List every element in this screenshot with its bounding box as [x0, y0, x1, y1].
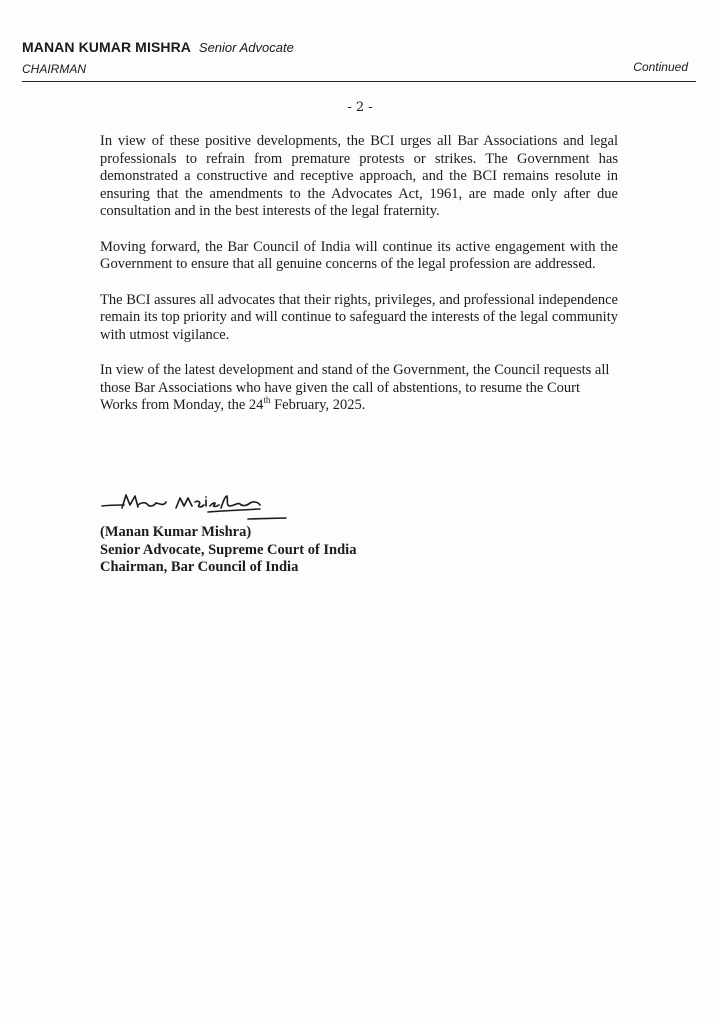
paragraph-4-text: In view of the latest development and stand of the Government, the Council requests all those Bar Associations who have given the call of abstentions, to resume the Court Works from Monday, the 24	[100, 362, 610, 413]
letterhead-name: MANAN KUMAR MISHRA	[22, 39, 192, 55]
letterhead	[22, 38, 690, 77]
paragraph-4-date: February, 2025.	[270, 397, 366, 413]
handwritten-signature	[100, 488, 300, 524]
paragraph-3: The BCI assures all advocates that their rights, privileges, and professional independence remain its top priority and will continue to safeguard the interests of the legal community with utmost vigilance.	[100, 291, 618, 343]
page-number: - 2 -	[347, 100, 373, 115]
paragraph-4	[100, 362, 618, 415]
signatory-designation-2: Chairman, Bar Council of India	[100, 559, 299, 575]
continued-label: Continued	[633, 60, 688, 74]
letterhead-divider	[22, 81, 696, 82]
letterhead-title: Senior Advocate	[198, 40, 294, 55]
letter-body	[100, 133, 618, 433]
signatory-designation-1: Senior Advocate, Supreme Court of India	[100, 541, 357, 558]
paragraph-2: Moving forward, the Bar Council of India will continue its active engagement with the Government to ensure that all genuine concerns of the legal profession are addressed.	[100, 238, 618, 272]
signature-block	[100, 524, 356, 577]
letterhead-role: CHAIRMAN	[22, 62, 87, 76]
paragraph-1: In view of these positive developments, the BCI urges all Bar Associations and legal professionals to refrain from premature protests or strikes. The Government has demonstrated a constructive and receptive approach, and the BCI remains resolute in ensuring that the amendments to the Advocates Act, 1961, are made only after due consultation and in the best interests of the legal fraternity.	[100, 133, 618, 219]
signatory-name: (Manan Kumar Mishra)	[100, 524, 252, 540]
ordinal-suffix: th	[263, 395, 271, 406]
letterhead-name-line	[22, 38, 690, 57]
